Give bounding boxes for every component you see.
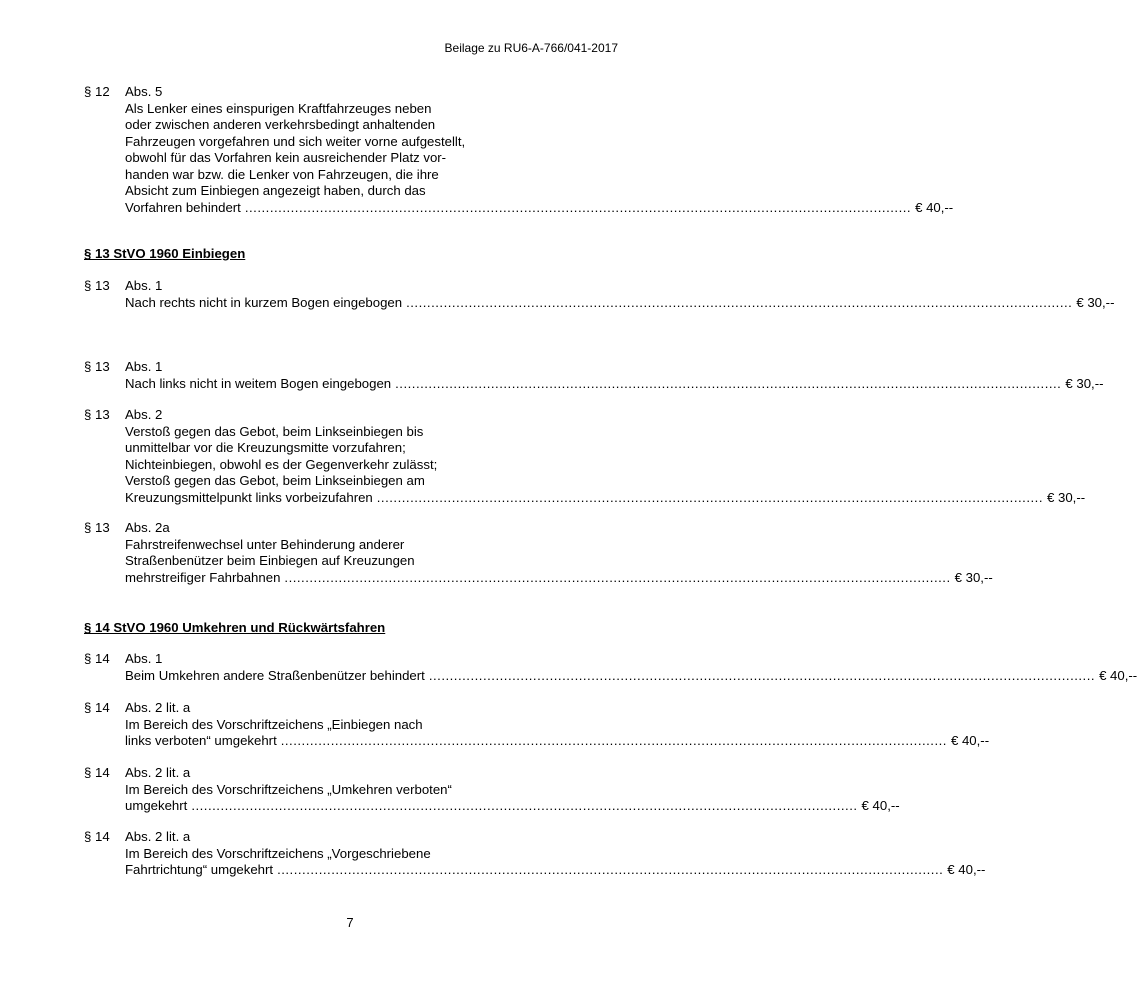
paragraph-number: § 13 <box>84 278 110 293</box>
fine-entry <box>84 407 1086 506</box>
subsection: Abs. 2 <box>125 407 163 422</box>
subsection: Abs. 2a <box>125 520 170 535</box>
entry-text: unmittelbar vor die Kreuzungsmitte vorzufahren; <box>125 440 406 455</box>
entry-text: Im Bereich des Vorschriftzeichens „Umkehren verboten“ <box>125 781 452 797</box>
entry-text: Nichteinbiegen, obwohl es der Gegenverkehr zulässt; <box>125 456 438 472</box>
paragraph-number: § 14 <box>84 829 110 844</box>
entry-text: Straßenbenützer beim Einbiegen auf Kreuzungen <box>125 553 415 568</box>
subsection: Abs. 1 <box>125 359 163 374</box>
paragraph-number: § 13 <box>84 520 110 535</box>
dot-leader: ................................................................................................................................................................ <box>280 733 947 748</box>
fine-entry <box>84 700 990 750</box>
entry-text: oder zwischen anderen verkehrsbedingt anhaltenden <box>125 117 436 132</box>
paragraph-number: § 14 <box>84 700 110 715</box>
entry-text: Im Bereich des Vorschriftzeichens „Einbiegen nach <box>125 716 423 732</box>
paragraph-number: § 14 <box>84 651 110 666</box>
entry-text: Kreuzungsmittelpunkt links vorbeizufahren <box>125 489 373 505</box>
fine-amount: € 30,-- <box>1076 294 1115 310</box>
subsection: Abs. 5 <box>125 84 163 99</box>
dot-leader: ................................................................................................................................................................ <box>284 569 951 585</box>
dot-leader: ................................................................................................................................................................ <box>406 294 1073 310</box>
entry-text: Beim Umkehren andere Straßenbenützer behindert <box>125 667 425 683</box>
fine-entry <box>84 84 954 216</box>
entry-text: Fahrzeugen vorgefahren und sich weiter vorne aufgestellt, <box>125 133 466 149</box>
paragraph-number: § 12 <box>84 84 110 99</box>
entry-text: mehrstreifiger Fahrbahnen <box>125 569 281 585</box>
entry-text: Verstoß gegen das Gebot, beim Linkseinbiegen am <box>125 473 425 488</box>
subsection: Abs. 2 lit. a <box>125 700 191 715</box>
entry-text: handen war bzw. die Lenker von Fahrzeugen, die ihre <box>125 166 439 182</box>
fine-amount: € 40,-- <box>861 798 900 813</box>
entry-text: Nach links nicht in weitem Bogen eingebogen <box>125 375 392 391</box>
entry-text: Im Bereich des Vorschriftzeichens „Vorgeschriebene <box>125 845 431 861</box>
entry-text: Fahrstreifenwechsel unter Behinderung anderer <box>125 536 405 552</box>
entry-text: Vorfahren behindert <box>125 199 241 215</box>
dot-leader: ................................................................................................................................................................ <box>244 199 912 215</box>
page-number: 7 <box>346 915 354 930</box>
entry-text: Als Lenker eines einspurigen Kraftfahrzeuges neben <box>125 100 432 116</box>
entry-text: Absicht zum Einbiegen angezeigt haben, durch das <box>125 183 426 198</box>
dot-leader: ................................................................................................................................................................ <box>376 489 1043 505</box>
entry-text: Verstoß gegen das Gebot, beim Linkseinbiegen bis <box>125 423 424 439</box>
paragraph-number: § 13 <box>84 407 110 422</box>
section-heading: § 13 StVO 1960 Einbiegen <box>84 246 246 261</box>
fine-entry <box>84 359 1104 392</box>
fine-amount: € 40,-- <box>950 733 990 748</box>
fine-amount: € 30,-- <box>954 569 993 585</box>
dot-leader: ................................................................................................................................................................ <box>277 862 944 877</box>
fine-amount: € 30,-- <box>1065 375 1104 391</box>
fine-amount: € 40,-- <box>947 862 986 877</box>
fine-amount: € 40,-- <box>915 199 954 215</box>
fine-entry <box>84 278 1115 311</box>
subsection: Abs. 1 <box>125 278 163 293</box>
fine-entry <box>84 520 993 586</box>
subsection: Abs. 2 lit. a <box>125 765 191 780</box>
fine-entry <box>84 765 900 815</box>
document-header: Beilage zu RU6-A-766/041-2017 <box>444 41 618 55</box>
entry-text: Fahrtrichtung“ umgekehrt <box>125 862 274 877</box>
fine-amount: € 30,-- <box>1047 489 1086 505</box>
entry-text: links verboten“ umgekehrt <box>125 733 277 748</box>
dot-leader: ................................................................................................................................................................ <box>191 798 858 813</box>
subsection: Abs. 1 <box>125 651 163 666</box>
dot-leader: ................................................................................................................................................................ <box>428 667 1096 683</box>
entry-text: Nach rechts nicht in kurzem Bogen eingebogen <box>125 294 403 310</box>
entry-text: obwohl für das Vorfahren kein ausreichender Platz vor- <box>125 150 447 165</box>
paragraph-number: § 13 <box>84 359 110 374</box>
dot-leader: ................................................................................................................................................................ <box>395 375 1062 391</box>
subsection: Abs. 2 lit. a <box>125 829 191 844</box>
fine-entry <box>84 829 986 879</box>
fine-entry <box>84 651 1137 684</box>
fine-amount: € 40,-- <box>1099 667 1137 683</box>
paragraph-number: § 14 <box>84 765 110 780</box>
section-heading: § 14 StVO 1960 Umkehren und Rückwärtsfahren <box>84 620 386 635</box>
entry-text: umgekehrt <box>125 798 188 813</box>
